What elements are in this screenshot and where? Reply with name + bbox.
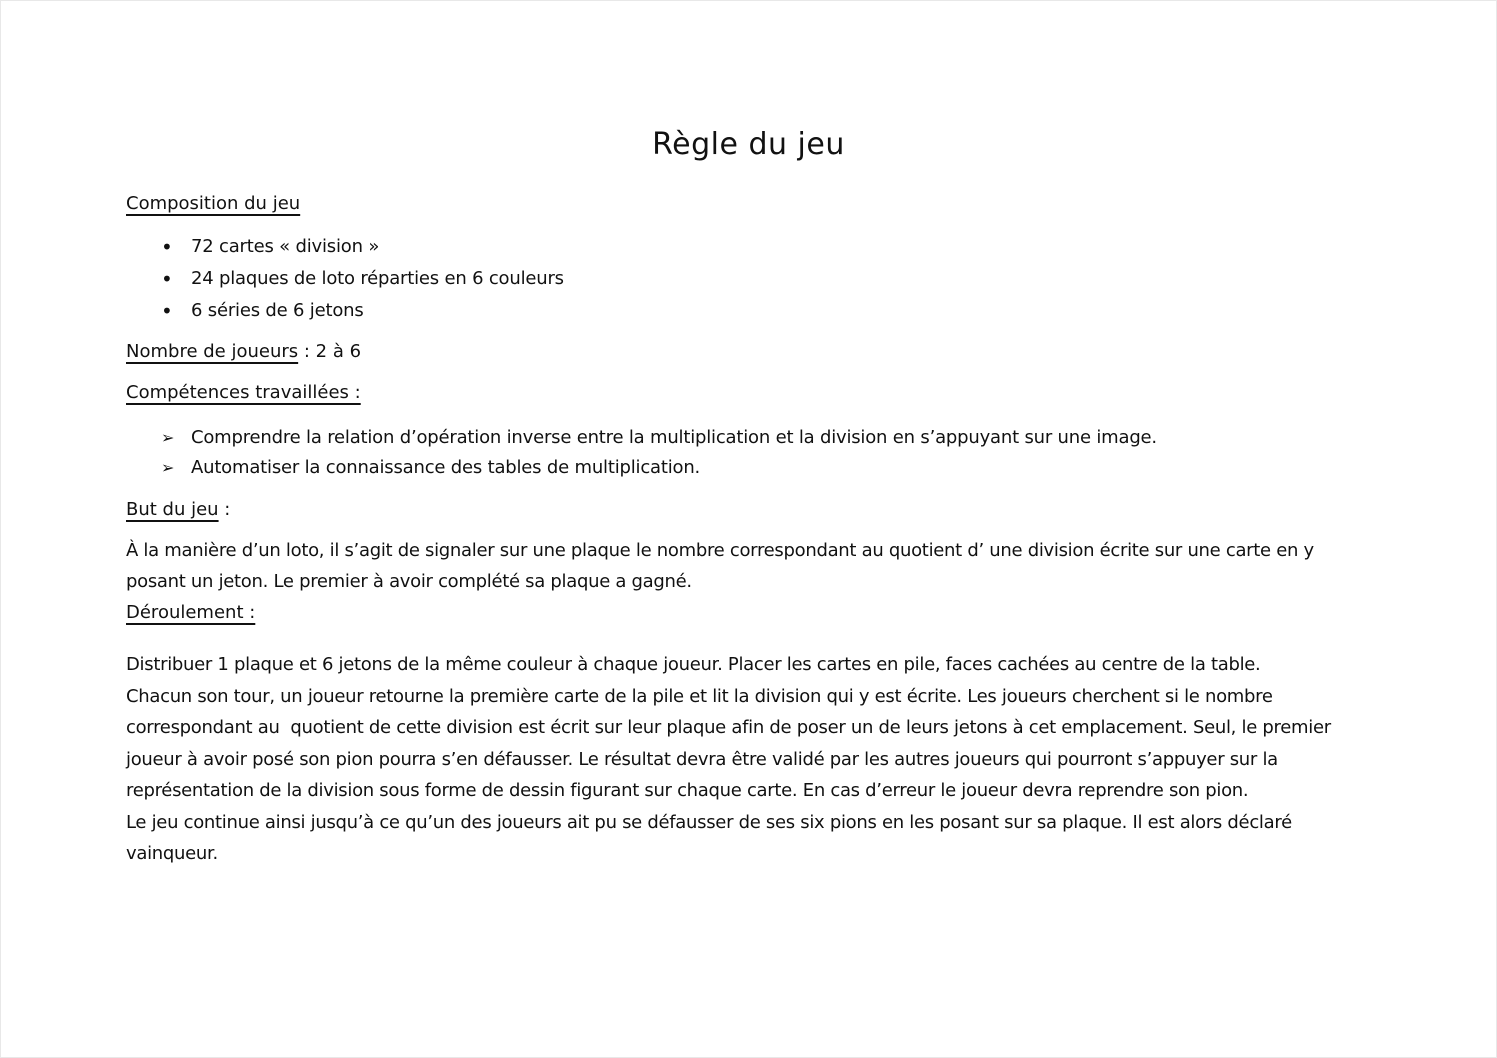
players-label: Nombre de joueurs xyxy=(126,341,299,362)
arrow-bullet-icon: ➢ xyxy=(161,428,175,447)
players-value: : 2 à 6 xyxy=(298,341,362,362)
list-item-text: 6 séries de 6 jetons xyxy=(191,300,364,321)
paragraph-line: Distribuer 1 plaque et 6 jetons de la même couleur à chaque joueur. Placer les cartes en pile, faces cachées au centre de la table. xyxy=(126,654,1261,675)
list-item-text: Automatiser la connaissance des tables de multiplication. xyxy=(191,457,701,478)
bullet-dot-icon: • xyxy=(161,299,173,323)
goal-label-suffix: : xyxy=(218,499,231,520)
paragraph-line: correspondant au quotient de cette division est écrit sur leur plaque afin de poser un de leurs jetons à cet emplacement. Seul, le premier xyxy=(126,717,1331,738)
bullet-dot-icon: • xyxy=(161,267,173,291)
process-paragraph xyxy=(126,649,1331,870)
section-heading-process: Déroulement : xyxy=(126,602,256,623)
list-item-text: 72 cartes « division » xyxy=(191,236,380,257)
paragraph-line: vainqueur. xyxy=(126,843,218,864)
list-item xyxy=(126,263,564,295)
paragraph-line: joueur à avoir posé son pion pourra s’en défausser. Le résultat devra être validé par les autres joueurs qui pourront s’appuyer sur la xyxy=(126,748,1278,770)
list-item-text: 24 plaques de loto réparties en 6 couleurs xyxy=(191,268,564,289)
section-heading-skills: Compétences travaillées : xyxy=(126,382,361,403)
list-item xyxy=(126,423,1157,453)
section-heading-composition: Composition du jeu xyxy=(126,193,301,214)
paragraph-line: Chacun son tour, un joueur retourne la première carte de la pile et lit la division qui y est écrite. Les joueurs cherchent si le nombre xyxy=(126,685,1273,707)
composition-list xyxy=(126,231,564,327)
paragraph-line: À la manière d’un loto, il s’agit de signaler sur une plaque le nombre correspondant au quotient d’ une division écrite sur une carte en y xyxy=(126,540,1314,561)
skills-list xyxy=(126,423,1157,483)
goal-paragraph xyxy=(126,535,1314,597)
list-item xyxy=(126,231,564,263)
list-item xyxy=(126,453,1157,483)
page-title: Règle du jeu xyxy=(652,127,845,162)
bullet-dot-icon: • xyxy=(161,235,173,259)
paragraph-line: posant un jeton. Le premier à avoir complété sa plaque a gagné. xyxy=(126,571,692,592)
arrow-bullet-icon: ➢ xyxy=(161,458,175,477)
goal-label: But du jeu xyxy=(126,499,219,520)
players-line xyxy=(126,339,361,365)
goal-heading-line xyxy=(126,497,230,523)
list-item xyxy=(126,295,564,327)
list-item-text: Comprendre la relation d’opération inverse entre la multiplication et la division en s’appuyant sur une image. xyxy=(191,427,1157,448)
paragraph-line: Le jeu continue ainsi jusqu’à ce qu’un des joueurs ait pu se défausser de ses six pions en les posant sur sa plaque. Il est alors déclaré xyxy=(126,811,1292,833)
paragraph-line: représentation de la division sous forme de dessin figurant sur chaque carte. En cas d’erreur le joueur devra reprendre son pion. xyxy=(126,780,1249,801)
